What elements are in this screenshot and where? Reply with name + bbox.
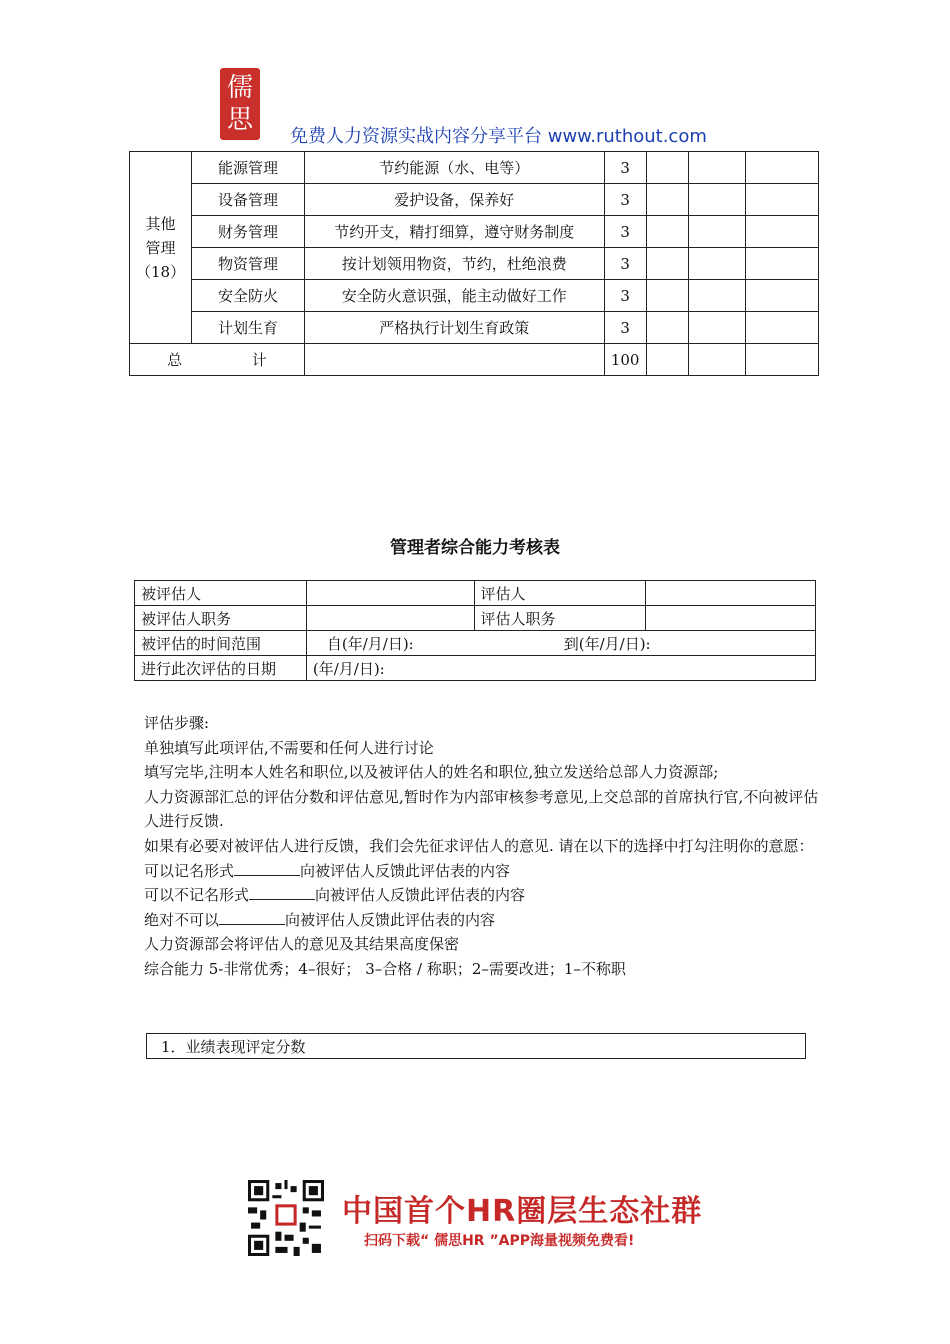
blank-cell[interactable] bbox=[746, 184, 819, 216]
table-row bbox=[130, 152, 819, 184]
blank-cell[interactable] bbox=[646, 184, 689, 216]
eval-date-label: 进行此次评估的日期 bbox=[135, 656, 307, 681]
table-row bbox=[130, 312, 819, 344]
blank-cell[interactable] bbox=[689, 312, 746, 344]
blank-cell[interactable] bbox=[689, 152, 746, 184]
score-table bbox=[129, 151, 819, 376]
qr-code-icon bbox=[248, 1180, 324, 1256]
step-line: 单独填写此项评估,不需要和任何人进行讨论 bbox=[144, 738, 434, 757]
total-score: 100 bbox=[604, 344, 646, 376]
blank-cell[interactable] bbox=[646, 216, 689, 248]
score-cell: 3 bbox=[604, 184, 646, 216]
desc-cell: 节约开支，精打细算，遵守财务制度 bbox=[304, 216, 604, 248]
item-cell: 安全防火 bbox=[192, 280, 305, 312]
step-line: 人力资源部汇总的评估分数和评估意见,暂时作为内部审核参考意见,上交总部的首席执行官,不向被评估人进行反馈. bbox=[144, 787, 819, 831]
category-cell: 其他 管理 （18） bbox=[130, 152, 192, 344]
desc-cell: 安全防火意识强，能主动做好工作 bbox=[304, 280, 604, 312]
step-line: 人力资源部会将评估人的意见及其结果高度保密 bbox=[144, 935, 460, 954]
item-cell: 财务管理 bbox=[192, 216, 305, 248]
evaluatee-position-label: 被评估人职务 bbox=[135, 606, 307, 631]
blank-cell[interactable] bbox=[746, 344, 819, 376]
info-table bbox=[134, 580, 816, 681]
table-row bbox=[135, 631, 816, 656]
step-line: 填写完毕,注明本人姓名和职位,以及被评估人的姓名和职位,独立发送给总部人力资源部; bbox=[144, 763, 719, 782]
table-row bbox=[130, 184, 819, 216]
blank-cell[interactable] bbox=[646, 248, 689, 280]
evaluator-label: 评估人 bbox=[474, 581, 646, 606]
score-cell: 3 bbox=[604, 248, 646, 280]
eval-date-field[interactable]: (年/月/日): bbox=[306, 656, 815, 681]
option-anonymous[interactable]: 可以不记名形式 向被评估人反馈此评估表的内容 bbox=[144, 886, 526, 905]
evaluatee-label: 被评估人 bbox=[135, 581, 307, 606]
option-never[interactable]: 绝对不可以 向被评估人反馈此评估表的内容 bbox=[144, 910, 496, 929]
evaluation-steps bbox=[144, 711, 824, 982]
logo-char-2: 思 bbox=[226, 105, 253, 135]
score-cell: 3 bbox=[604, 152, 646, 184]
desc-cell: 爱护设备，保养好 bbox=[304, 184, 604, 216]
blank-cell[interactable] bbox=[746, 312, 819, 344]
blank-cell[interactable] bbox=[689, 344, 746, 376]
table-row bbox=[130, 216, 819, 248]
steps-heading: 评估步骤: bbox=[144, 714, 210, 732]
blank-cell[interactable] bbox=[689, 216, 746, 248]
evaluator-position-field[interactable] bbox=[646, 606, 816, 631]
evaluator-position-label: 评估人职务 bbox=[474, 606, 646, 631]
score-cell: 3 bbox=[604, 280, 646, 312]
evaluator-field[interactable] bbox=[646, 581, 816, 606]
total-row bbox=[130, 344, 819, 376]
evaluatee-field[interactable] bbox=[306, 581, 474, 606]
table-row bbox=[130, 280, 819, 312]
footer-headline: 中国首个HR圈层生态社群 bbox=[342, 1194, 703, 1229]
desc-cell: 按计划领用物资，节约，杜绝浪费 bbox=[304, 248, 604, 280]
logo-char-1: 儒 bbox=[226, 73, 253, 103]
blank-cell[interactable] bbox=[689, 248, 746, 280]
score-cell: 3 bbox=[604, 216, 646, 248]
blank-cell[interactable] bbox=[646, 152, 689, 184]
blank-cell[interactable] bbox=[689, 280, 746, 312]
table-row bbox=[130, 248, 819, 280]
rating-scale: 综合能力 5-非常优秀；4–很好； 3–合格 / 称职；2–需要改进；1–不称职 bbox=[144, 959, 626, 978]
option-named[interactable]: 可以记名形式 向被评估人反馈此评估表的内容 bbox=[144, 861, 511, 880]
blank-line bbox=[234, 861, 300, 876]
footer-subline: 扫码下载“ 儒思HR ”APP海量视频免费看! bbox=[364, 1233, 635, 1249]
blank-cell[interactable] bbox=[646, 312, 689, 344]
table-row bbox=[135, 606, 816, 631]
item-cell: 设备管理 bbox=[192, 184, 305, 216]
period-label: 被评估的时间范围 bbox=[135, 631, 307, 656]
item-cell: 物资管理 bbox=[192, 248, 305, 280]
item-cell: 能源管理 bbox=[192, 152, 305, 184]
section-performance-score: 1．业绩表现评定分数 bbox=[146, 1033, 806, 1059]
header-slogan[interactable]: 免费人力资源实战内容分享平台 www.ruthout.com bbox=[290, 126, 707, 147]
period-field[interactable]: 自(年/月/日): 到(年/月/日): bbox=[306, 631, 815, 656]
blank-line bbox=[249, 885, 315, 900]
table-row bbox=[135, 581, 816, 606]
evaluatee-position-field[interactable] bbox=[306, 606, 474, 631]
blank-cell[interactable] bbox=[746, 216, 819, 248]
blank-line bbox=[219, 910, 285, 925]
score-cell: 3 bbox=[604, 312, 646, 344]
ruthout-logo bbox=[220, 68, 260, 140]
item-cell: 计划生育 bbox=[192, 312, 305, 344]
step-line: 如果有必要对被评估人进行反馈，我们会先征求评估人的意见. 请在以下的选择中打勾注明你的意愿： bbox=[144, 836, 814, 855]
blank-cell[interactable] bbox=[646, 280, 689, 312]
blank-cell[interactable] bbox=[689, 184, 746, 216]
desc-cell: 严格执行计划生育政策 bbox=[304, 312, 604, 344]
blank-cell[interactable] bbox=[746, 280, 819, 312]
blank-cell[interactable] bbox=[304, 344, 604, 376]
table-row bbox=[135, 656, 816, 681]
total-label: 总 计 bbox=[130, 344, 305, 376]
blank-cell[interactable] bbox=[746, 152, 819, 184]
blank-cell[interactable] bbox=[646, 344, 689, 376]
blank-cell[interactable] bbox=[746, 248, 819, 280]
form-title: 管理者综合能力考核表 bbox=[390, 538, 560, 558]
desc-cell: 节约能源（水、电等） bbox=[304, 152, 604, 184]
